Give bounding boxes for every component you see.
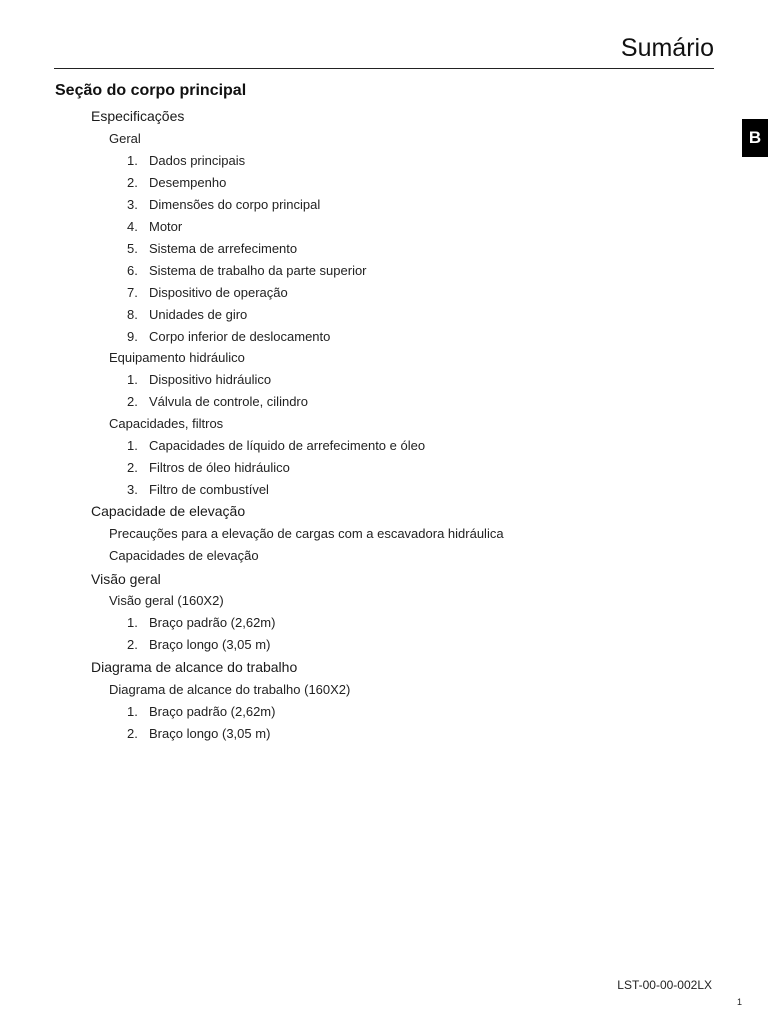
toc-item	[127, 704, 275, 719]
toc-item-number: 8.	[127, 307, 138, 322]
toc-item-label: Unidades de giro	[149, 307, 248, 322]
toc-item-number: 1.	[127, 704, 138, 719]
toc-hidraulico-title: Equipamento hidráulico	[109, 350, 245, 365]
toc-visao-title: Visão geral	[91, 571, 161, 587]
toc-capacidades-title: Capacidades, filtros	[109, 416, 224, 431]
header-rule	[54, 68, 714, 69]
toc-item-label: Dados principais	[149, 153, 246, 168]
toc-item-label: Braço longo (3,05 m)	[149, 637, 271, 652]
toc-item-label: Braço padrão (2,62m)	[149, 704, 276, 719]
toc-item	[127, 263, 367, 278]
toc-item-number: 6.	[127, 263, 138, 278]
toc-item	[127, 307, 247, 322]
toc-specs-title: Especificações	[91, 108, 185, 124]
toc-item-label: Dispositivo hidráulico	[149, 372, 272, 387]
toc-item-label: Capacidades de líquido de arrefecimento e óleo	[149, 438, 426, 453]
toc-item	[127, 438, 425, 453]
toc-item	[127, 637, 270, 652]
toc-item	[127, 372, 271, 387]
page-number: 1	[736, 997, 742, 1007]
toc-item	[127, 615, 275, 630]
toc-item-number: 3.	[127, 482, 138, 497]
toc-item-label: Motor	[149, 219, 183, 234]
toc-item-label: Filtro de combustível	[149, 482, 269, 497]
toc-elevacao-capacidades: Capacidades de elevação	[109, 548, 259, 563]
toc-item	[127, 153, 245, 168]
toc-item-number: 7.	[127, 285, 138, 300]
toc-item-number: 9.	[127, 329, 138, 344]
toc-item	[127, 175, 226, 190]
toc-item-number: 1.	[127, 438, 138, 453]
toc-elevacao-precaucoes: Precauções para a elevação de cargas com a escavadora hidráulica	[109, 526, 504, 541]
toc-item-number: 2.	[127, 726, 138, 741]
toc-item	[127, 482, 269, 497]
toc-geral-title: Geral	[109, 131, 141, 146]
toc-item-number: 1.	[127, 153, 138, 168]
toc-item	[127, 241, 297, 256]
toc-item-number: 2.	[127, 637, 138, 652]
toc-item-number: 4.	[127, 219, 138, 234]
toc-item-label: Sistema de arrefecimento	[149, 241, 298, 256]
toc-item-number: 2.	[127, 460, 138, 475]
toc-item-label: Filtros de óleo hidráulico	[149, 460, 290, 475]
toc-item	[127, 726, 270, 741]
toc-item	[127, 394, 308, 409]
toc-alcance-sub: Diagrama de alcance do trabalho (160X2)	[109, 682, 351, 697]
toc-item-label: Corpo inferior de deslocamento	[149, 329, 331, 344]
toc-item-label: Dispositivo de operação	[149, 285, 288, 300]
toc-item	[127, 197, 320, 212]
toc-item-number: 2.	[127, 394, 138, 409]
toc-visao-sub: Visão geral (160X2)	[109, 593, 224, 608]
section-tab: B	[742, 119, 768, 157]
toc-item-label: Braço padrão (2,62m)	[149, 615, 276, 630]
toc-item-label: Sistema de trabalho da parte superior	[149, 263, 367, 278]
toc-item-label: Dimensões do corpo principal	[149, 197, 321, 212]
toc-section-title: Seção do corpo principal	[55, 82, 247, 99]
toc-item-number: 1.	[127, 615, 138, 630]
toc-item-label: Braço longo (3,05 m)	[149, 726, 271, 741]
toc-item	[127, 285, 288, 300]
toc-item-number: 3.	[127, 197, 138, 212]
toc-alcance-title: Diagrama de alcance do trabalho	[91, 659, 298, 675]
toc-item	[127, 219, 182, 234]
toc-item	[127, 460, 290, 475]
document-code: LST-00-00-002LX	[617, 978, 712, 992]
toc-elevacao-title: Capacidade de elevação	[91, 503, 246, 519]
page-title: Sumário	[620, 34, 714, 62]
toc-item-label: Válvula de controle, cilindro	[149, 394, 308, 409]
toc-item	[127, 329, 330, 344]
toc-item-number: 5.	[127, 241, 138, 256]
toc-item-number: 2.	[127, 175, 138, 190]
toc-item-label: Desempenho	[149, 175, 227, 190]
toc-item-number: 1.	[127, 372, 138, 387]
